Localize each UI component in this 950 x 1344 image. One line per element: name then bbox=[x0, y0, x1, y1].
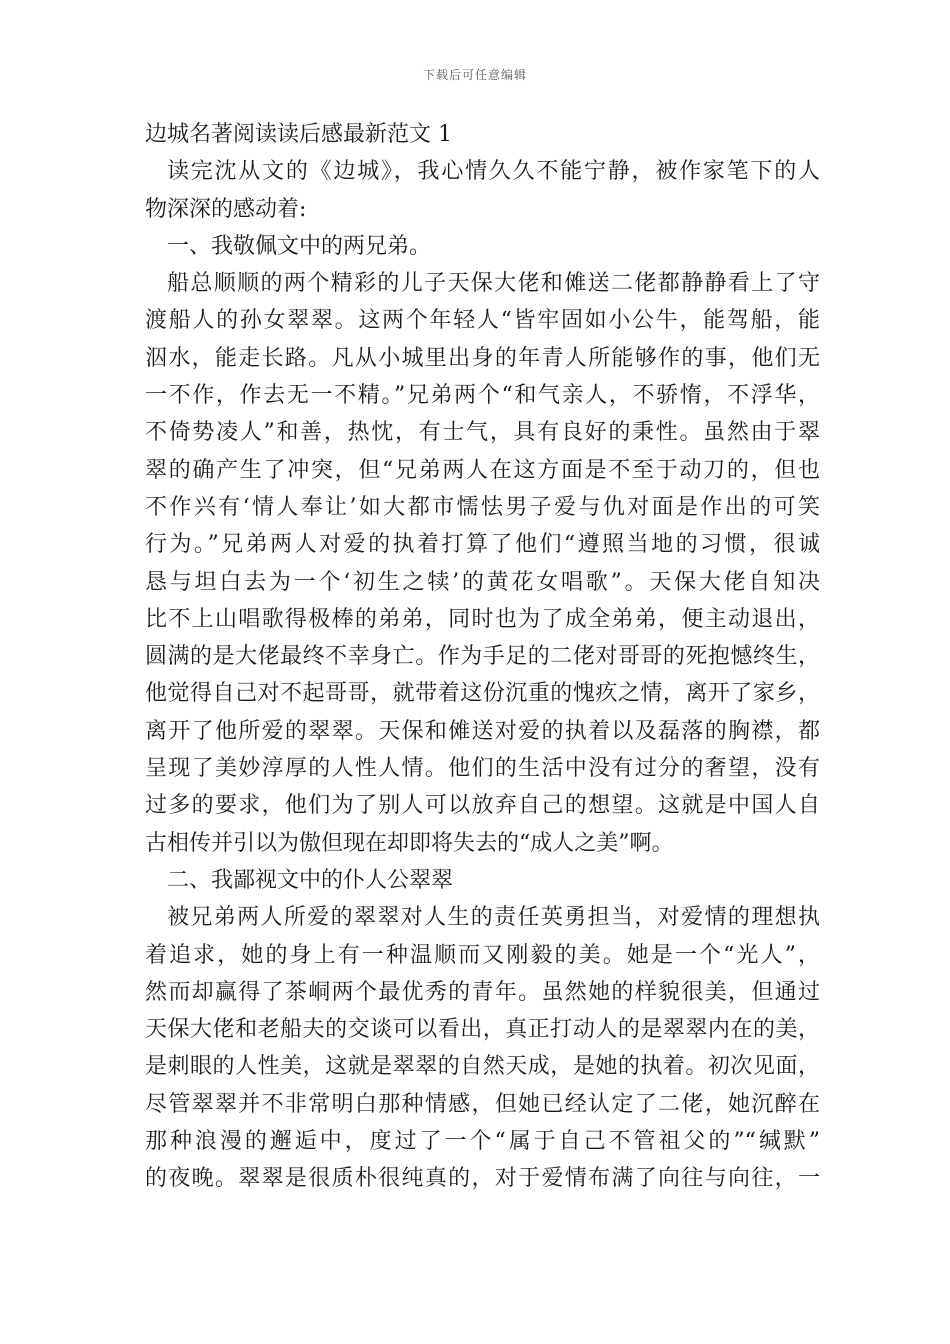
text-line: 恳与坦白去为一个‘初生之犊’的黄花女唱歌”。天保大佬自知决 bbox=[145, 569, 820, 595]
text-line: 是刺眼的人性美，这就是翠翠的自然天成，是她的执着。初次见面， bbox=[145, 1054, 820, 1080]
text-line: 然而却赢得了茶峒两个最优秀的青年。虽然她的样貌很美，但通过 bbox=[145, 979, 820, 1005]
text-line: 船总顺顺的两个精彩的儿子天保大佬和傩送二佬都静静看上了守 bbox=[167, 271, 820, 297]
text-line: 圆满的是大佬最终不幸身亡。作为手足的二佬对哥哥的死抱憾终生， bbox=[145, 644, 820, 670]
header-note: 下载后可任意编辑 bbox=[422, 68, 527, 82]
text-line: 一不作，作去无一不精。”兄弟两个“和气亲人，不骄惰，不浮华， bbox=[145, 383, 820, 409]
text-line: 比不上山唱歌得极棒的弟弟，同时也为了成全弟弟，便主动退出， bbox=[145, 606, 820, 632]
text-line: 古相传并引以为傲但现在却即将失去的“成人之美”啊。 bbox=[145, 830, 674, 856]
text-line: 的夜晚。翠翠是很质朴很纯真的，对于爱情布满了向往与向往，一 bbox=[145, 1166, 820, 1192]
text-line: 行为。”兄弟两人对爱的执着打算了他们“遵照当地的习惯，很诚 bbox=[145, 532, 820, 558]
text-line: 他觉得自己对不起哥哥，就带着这份沉重的愧疚之情，离开了家乡， bbox=[145, 681, 820, 707]
text-line: 过多的要求，他们为了别人可以放弃自己的想望。这就是中国人自 bbox=[145, 793, 820, 819]
text-line: 天保大佬和老船夫的交谈可以看出，真正打动人的是翠翠内在的美， bbox=[145, 1017, 820, 1043]
text-line: 泅水，能走长路。凡从小城里出身的年青人所能够作的事，他们无 bbox=[145, 345, 820, 371]
text-line: 一、我敬佩文中的两兄弟。 bbox=[167, 233, 432, 259]
text-line: 二、我鄙视文中的仆人公翠翠 bbox=[167, 867, 454, 893]
text-line: 翠的确产生了冲突，但“兄弟两人在这方面是不至于动刀的，但也 bbox=[145, 457, 820, 483]
document-body bbox=[145, 116, 820, 1198]
text-line: 着追求，她的身上有一种温顺而又刚毅的美。她是一个“光人”， bbox=[145, 942, 820, 968]
document-title: 边城名著阅读读后感最新范文 1 bbox=[145, 122, 452, 147]
text-line: 离开了他所爱的翠翠。天保和傩送对爱的执着以及磊落的胸襟，都 bbox=[145, 718, 820, 744]
text-line: 被兄弟两人所爱的翠翠对人生的责任英勇担当，对爱情的理想执 bbox=[167, 905, 820, 931]
text-line: 那种浪漫的邂逅中，度过了一个“属于自己不管祖父的”“缄默” bbox=[145, 1129, 820, 1155]
text-line: 读完沈从文的《边城》，我心情久久不能宁静，被作家笔下的人 bbox=[167, 159, 820, 185]
text-line: 呈现了美妙淳厚的人性人情。他们的生活中没有过分的奢望，没有 bbox=[145, 756, 820, 782]
text-line: 尽管翠翠并不非常明白那种情感，但她已经认定了二佬，她沉醉在 bbox=[145, 1091, 820, 1117]
text-line: 物深深的感动着: bbox=[145, 196, 307, 222]
text-line: 不作兴有‘情人奉让’如大都市懦怯男子爱与仇对面是作出的可笑 bbox=[145, 494, 820, 520]
text-line: 渡船人的孙女翠翠。这两个年轻人“皆牢固如小公牛，能驾船，能 bbox=[145, 308, 820, 334]
text-line: 不倚势凌人”和善，热忱，有士气，具有良好的秉性。虽然由于翠 bbox=[145, 420, 820, 446]
